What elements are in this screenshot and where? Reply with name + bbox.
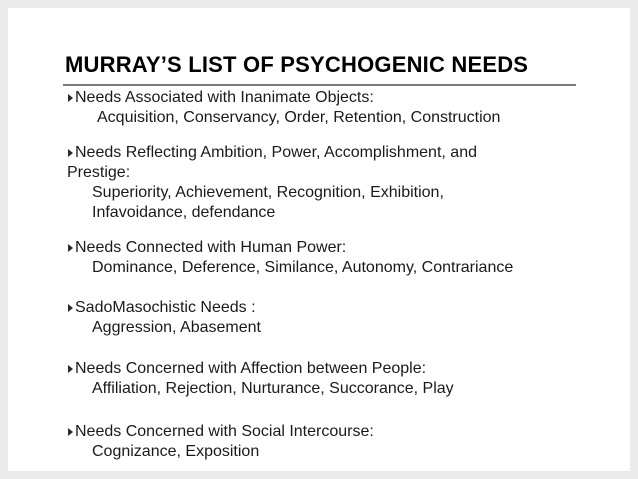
section-items — [67, 318, 261, 338]
item-line: Aggression, Abasement — [92, 319, 261, 336]
item-line: Dominance, Deference, Similance, Autonomy, Contrariance — [92, 259, 514, 276]
section-heading: Needs Associated with Inanimate Objects: — [67, 88, 500, 108]
bullet-icon — [68, 149, 73, 157]
item-line: Superiority, Achievement, Recognition, Exhibition, — [92, 184, 444, 201]
bullet-icon — [68, 244, 73, 252]
section-items — [67, 379, 454, 399]
section-items — [67, 108, 500, 128]
item-line: Affiliation, Rejection, Nurturance, Succorance, Play — [92, 380, 454, 397]
section-sadomasochistic — [67, 298, 261, 338]
section-heading: SadoMasochistic Needs : — [67, 298, 261, 318]
section-social-intercourse — [67, 422, 374, 462]
section-heading: Needs Connected with Human Power: — [67, 238, 513, 258]
section-human-power — [67, 238, 513, 278]
section-items — [67, 258, 513, 278]
bullet-icon — [68, 304, 73, 312]
item-line: Infavoidance, defendance — [92, 204, 276, 221]
title-underline — [63, 84, 576, 86]
item-line: Cognizance, Exposition — [92, 443, 260, 460]
section-inanimate-objects — [67, 88, 500, 128]
bullet-icon — [68, 94, 73, 102]
section-items — [67, 183, 537, 223]
section-heading: Needs Concerned with Affection between People: — [67, 359, 454, 379]
item-line: Acquisition, Conservancy, Order, Retention, Construction — [97, 109, 501, 126]
section-heading: Needs Reflecting Ambition, Power, Accomplishment, and Prestige: — [67, 144, 477, 181]
section-affection — [67, 359, 454, 399]
slide — [8, 8, 630, 471]
bullet-icon — [68, 428, 73, 436]
bullet-icon — [68, 365, 73, 373]
section-ambition — [67, 143, 537, 223]
section-items — [67, 442, 374, 462]
section-heading: Needs Concerned with Social Intercourse: — [67, 422, 374, 442]
slide-title: MURRAY’S LIST OF PSYCHOGENIC NEEDS — [65, 52, 529, 77]
